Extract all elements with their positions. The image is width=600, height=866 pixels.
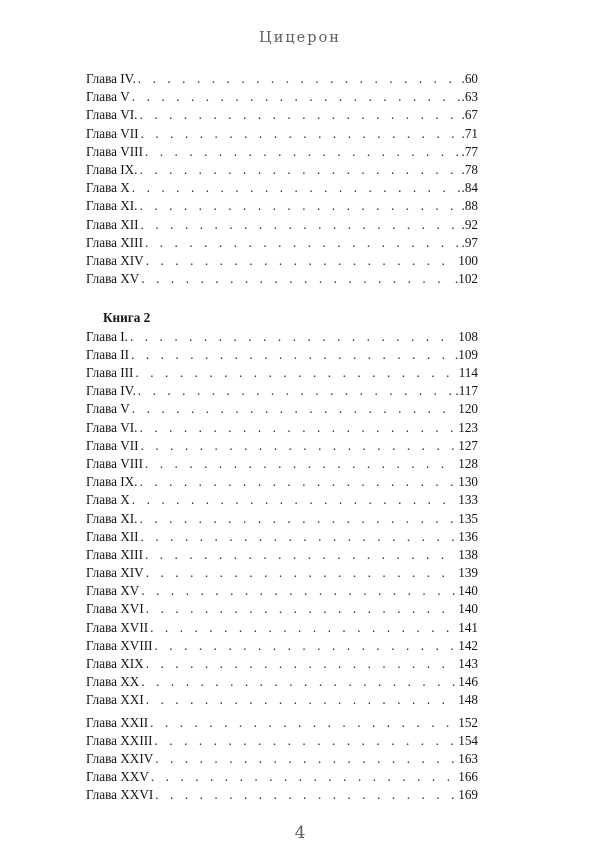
toc-entry-label: Глава VII <box>86 437 139 453</box>
toc-entry-page: 141 <box>458 619 478 635</box>
toc-entry-label: Глава III <box>86 365 134 381</box>
toc-entry-label: Глава V <box>86 89 130 105</box>
dot-leader <box>155 732 457 750</box>
dot-leader <box>139 106 459 124</box>
toc-entry-label: Глава XXV <box>86 769 149 785</box>
toc-entry-label: Глава XIV <box>86 565 144 581</box>
toc-entry-label: Глава XX <box>86 674 140 690</box>
toc-entry[interactable] <box>86 510 478 528</box>
toc-entry[interactable] <box>86 732 478 750</box>
toc-entry-page: 127 <box>458 437 478 453</box>
dot-leader <box>138 70 460 88</box>
toc-entry-page: 146 <box>458 674 478 690</box>
toc-entry[interactable] <box>86 382 478 400</box>
toc-entry[interactable] <box>86 673 478 691</box>
toc-entry-label: Глава II <box>86 346 130 362</box>
toc-entry[interactable] <box>86 546 478 564</box>
toc-entry-page: 128 <box>458 455 478 471</box>
dot-leader <box>139 473 456 491</box>
toc-entry-label: Глава XV <box>86 271 140 287</box>
toc-entry-label: Глава V <box>86 401 130 417</box>
toc-entry[interactable] <box>86 714 478 732</box>
dot-leader <box>132 400 456 418</box>
toc-entry-label: Глава XIV <box>86 252 144 268</box>
dot-leader <box>146 252 457 270</box>
page-number: 4 <box>294 823 306 843</box>
toc-entry[interactable] <box>86 768 478 786</box>
dot-leader <box>150 714 456 732</box>
toc-entry-label: Глава XIX <box>86 656 144 672</box>
dot-leader <box>135 364 456 382</box>
dot-leader <box>145 143 460 161</box>
toc-entry-page: .97 <box>461 234 478 250</box>
toc-entry-label: Глава X <box>86 492 130 508</box>
dot-leader <box>141 528 457 546</box>
toc-entry-page: 152 <box>458 714 478 730</box>
toc-entry[interactable] <box>86 419 478 437</box>
toc-entry-page: 154 <box>458 732 478 748</box>
dot-leader <box>151 768 456 786</box>
toc-entry[interactable] <box>86 437 478 455</box>
toc-entry-label: Глава XII <box>86 528 139 544</box>
toc-entry-page: .109 <box>454 346 478 362</box>
dot-leader <box>146 655 457 673</box>
toc-entry-page: .60 <box>461 71 478 86</box>
toc-entry[interactable] <box>86 582 478 600</box>
toc-entry-page: .67 <box>461 107 478 123</box>
dot-leader <box>155 750 456 768</box>
toc-entry-label: Глава XVI <box>86 601 144 617</box>
dot-leader <box>141 673 456 691</box>
toc-entry-label: Глава XVIII <box>86 637 153 653</box>
dot-leader <box>130 328 456 346</box>
toc-entry-label: Глава VI. <box>86 419 138 435</box>
dot-leader <box>146 564 457 582</box>
toc-entry-label: Глава VII <box>86 125 139 141</box>
toc-entry-label: Глава IX. <box>86 161 138 177</box>
toc-entry[interactable] <box>86 179 478 197</box>
toc-entry-page: 133 <box>458 492 478 508</box>
toc-entry-page: .71 <box>461 125 478 141</box>
toc-entry-page: .78 <box>461 161 478 177</box>
toc-entry-page: .92 <box>461 216 478 232</box>
toc-entry-page: .77 <box>461 143 478 159</box>
toc-entry-label: Глава XI. <box>86 510 138 526</box>
dot-leader <box>141 270 453 288</box>
toc-entry-page: 120 <box>458 401 478 417</box>
toc-entry[interactable] <box>86 234 478 252</box>
toc-entry-label: Глава XXVI <box>86 787 154 803</box>
toc-entry-label: Глава XI. <box>86 198 138 214</box>
toc-entry[interactable] <box>86 473 478 491</box>
toc-entry[interactable] <box>86 252 478 270</box>
toc-entry[interactable] <box>86 750 478 768</box>
toc-entry-page: 140 <box>458 601 478 617</box>
toc-entry[interactable] <box>86 216 478 234</box>
toc-entry-label: Глава XV <box>86 583 140 599</box>
toc-entry[interactable] <box>86 197 478 215</box>
dot-leader <box>141 125 460 143</box>
toc-entry-page: 135 <box>458 510 478 526</box>
dot-leader <box>155 637 457 655</box>
toc-entry[interactable] <box>86 70 478 88</box>
toc-entry-page: 136 <box>458 528 478 544</box>
running-head-title: Цицерон <box>259 30 341 46</box>
toc-entry-page: 123 <box>458 419 478 435</box>
toc-entry-page: 166 <box>458 769 478 785</box>
toc-entry-page: 140 <box>458 583 478 599</box>
toc-group-book2-continued <box>86 714 478 805</box>
toc-entry[interactable] <box>86 655 478 673</box>
toc-entry[interactable] <box>86 88 478 106</box>
toc-entry[interactable] <box>86 143 478 161</box>
toc-entry[interactable] <box>86 270 478 288</box>
toc-entry-page: .63 <box>461 89 478 105</box>
toc-entry-page: 148 <box>458 692 478 708</box>
toc-entry-page: 143 <box>458 656 478 672</box>
toc-entry-page: 114 <box>458 365 478 381</box>
toc-entry-label: Глава XVII <box>86 619 149 635</box>
toc-entry-page: 130 <box>458 474 478 490</box>
dot-leader <box>139 197 459 215</box>
toc-entry-page: .88 <box>461 198 478 214</box>
toc-group-book1 <box>86 70 478 288</box>
toc-entry-page: 100 <box>458 252 478 268</box>
toc-entry-label: Глава IV. <box>86 71 136 86</box>
dot-leader <box>139 161 459 179</box>
toc-entry-label: Глава VI. <box>86 107 138 123</box>
dot-leader <box>145 546 456 564</box>
toc-entry[interactable] <box>86 637 478 655</box>
toc-entry-page: .102 <box>454 271 478 287</box>
toc-entry-label: Глава IX. <box>86 474 138 490</box>
toc-entry-page: 139 <box>458 565 478 581</box>
dot-leader <box>145 234 460 252</box>
toc-entry[interactable] <box>86 600 478 618</box>
dot-leader <box>132 88 460 106</box>
book-2-heading: Книга 2 <box>103 310 151 326</box>
toc-entry-label: Глава I. <box>86 328 128 344</box>
toc-entry-label: Глава XXII <box>86 714 149 730</box>
toc-entry-label: Глава IV. <box>86 383 136 399</box>
toc-entry[interactable] <box>86 619 478 637</box>
toc-entry[interactable] <box>86 125 478 143</box>
table-of-contents <box>86 70 478 805</box>
toc-entry-label: Глава XIII <box>86 234 143 250</box>
toc-entry-label: Глава X <box>86 180 130 196</box>
toc-entry[interactable] <box>86 691 478 709</box>
dot-leader <box>139 510 456 528</box>
dot-leader <box>150 619 456 637</box>
toc-entry-label: Глава XXI <box>86 692 144 708</box>
toc-entry-label: Глава VIII <box>86 143 143 159</box>
toc-entry-page: .84 <box>461 180 478 196</box>
toc-entry-page: 142 <box>458 637 478 653</box>
dot-leader <box>141 437 457 455</box>
dot-leader <box>138 382 454 400</box>
toc-entry-label: Глава XIII <box>86 546 143 562</box>
dot-leader <box>132 179 460 197</box>
toc-entry-page: 169 <box>458 787 478 803</box>
toc-entry[interactable] <box>86 491 478 509</box>
toc-entry-label: Глава XXIII <box>86 732 153 748</box>
toc-entry[interactable] <box>86 364 478 382</box>
toc-entry-label: Глава XXIV <box>86 750 154 766</box>
dot-leader <box>145 455 456 473</box>
toc-entry-page: 108 <box>458 328 478 344</box>
toc-entry[interactable] <box>86 106 478 124</box>
toc-entry[interactable] <box>86 346 478 364</box>
toc-entry[interactable] <box>86 786 478 804</box>
dot-leader <box>141 216 460 234</box>
toc-entry[interactable] <box>86 564 478 582</box>
dot-leader <box>146 600 457 618</box>
toc-entry-page: 138 <box>458 546 478 562</box>
dot-leader <box>141 582 456 600</box>
dot-leader <box>155 786 456 804</box>
toc-entry-page: 163 <box>458 750 478 766</box>
toc-entry-label: Глава XII <box>86 216 139 232</box>
dot-leader <box>139 419 456 437</box>
toc-entry[interactable] <box>86 328 478 346</box>
toc-entry[interactable] <box>86 528 478 546</box>
toc-entry-page: .117 <box>455 383 478 399</box>
toc-group-book2 <box>86 328 478 710</box>
toc-entry[interactable] <box>86 161 478 179</box>
dot-leader <box>131 346 453 364</box>
dot-leader <box>146 691 457 709</box>
toc-entry[interactable] <box>86 400 478 418</box>
toc-entry-label: Глава VIII <box>86 455 143 471</box>
dot-leader <box>132 491 456 509</box>
toc-entry[interactable] <box>86 455 478 473</box>
